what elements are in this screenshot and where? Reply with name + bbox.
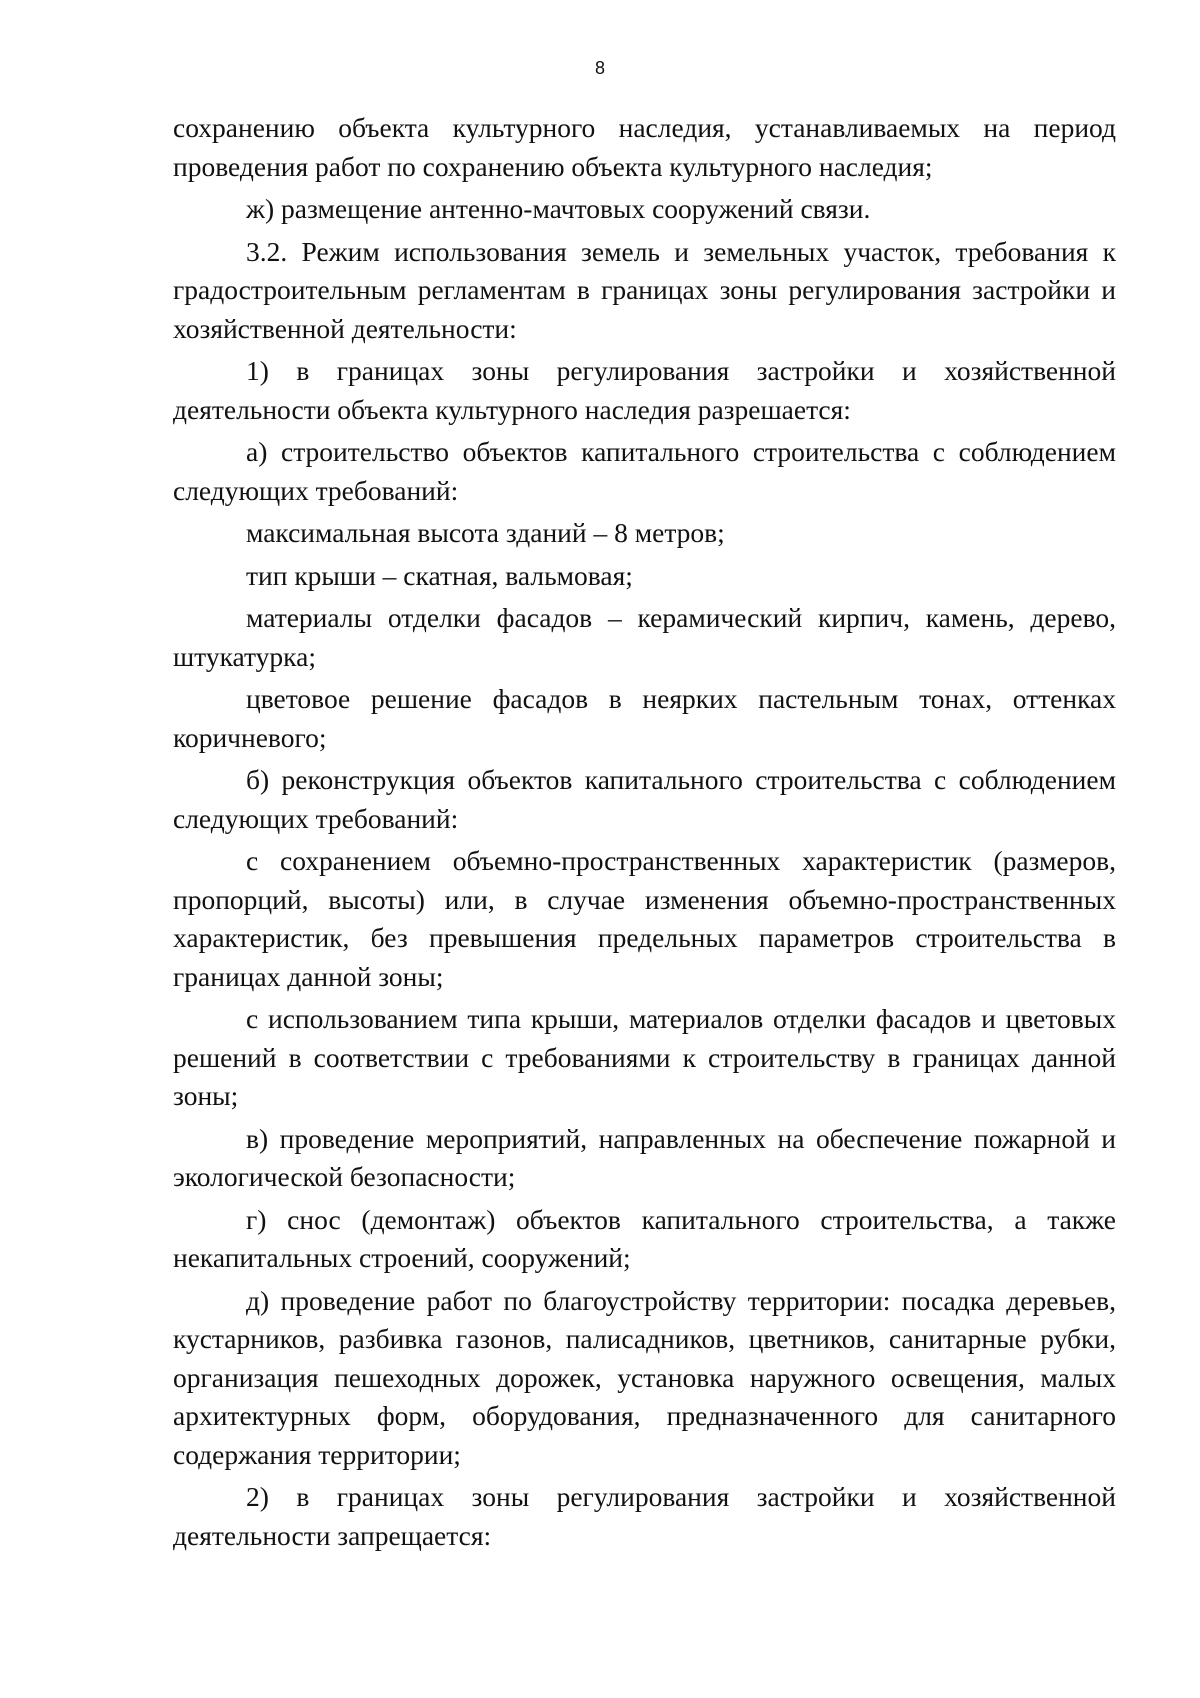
- paragraph: с использованием типа крыши, материалов отделки фасадов и цветовых решений в соответствии с требованиями к строительству в границах данной зоны;: [173, 1003, 1116, 1111]
- paragraph: б) реконструкция объектов капитального строительства с соблюдением следующих требований:: [173, 764, 1116, 834]
- paragraph: ж) размещение антенно-мачтовых сооружений связи.: [246, 193, 871, 224]
- paragraph: 3.2. Режим использования земель и земельных участок, требования к градостроительным регламентам в границах зоны регулирования застройки и хозяйственной деятельности:: [173, 235, 1116, 344]
- paragraph: д) проведение работ по благоустройству территории: посадка деревьев, кустарников, разбивка газонов, палисадников, цветников, санитарные рубки, организация пешеходных дорожек, установка наружного освещения, малых архитектурных форм, оборудования, предназначенного для санитарного содержания территории;: [173, 1284, 1116, 1470]
- page-number: 8: [594, 58, 605, 78]
- paragraph: цветовое решение фасадов в неярких пастельным тонах, оттенках коричневого;: [173, 683, 1116, 753]
- paragraph: а) строительство объектов капитального строительства с соблюдением следующих требований:: [173, 436, 1116, 506]
- paragraph: г) снос (демонтаж) объектов капитального строительства, а также некапитальных строений, сооружений;: [173, 1203, 1116, 1273]
- paragraph: максимальная высота зданий – 8 метров;: [246, 517, 725, 548]
- paragraph: материалы отделки фасадов – керамический кирпич, камень, дерево, штукатурка;: [173, 602, 1116, 672]
- paragraph: в) проведение мероприятий, направленных на обеспечение пожарной и экологической безопасности;: [173, 1122, 1116, 1192]
- paragraph: 1) в границах зоны регулирования застройки и хозяйственной деятельности объекта культурного наследия разрешается:: [173, 355, 1116, 425]
- paragraph: с сохранением объемно-пространственных характеристик (размеров, пропорций, высоты) или, в случае изменения объемно-пространственных характеристик, без превышения предельных параметров строительства в границах данной зоны;: [173, 845, 1116, 992]
- paragraph: сохранению объекта культурного наследия, устанавливаемых на период проведения работ по сохранению объекта культурного наследия;: [173, 112, 1116, 182]
- document-body: [173, 109, 1116, 1559]
- paragraph: тип крыши – скатная, вальмовая;: [246, 559, 633, 591]
- paragraph: 2) в границах зоны регулирования застройки и хозяйственной деятельности запрещается:: [173, 1481, 1116, 1551]
